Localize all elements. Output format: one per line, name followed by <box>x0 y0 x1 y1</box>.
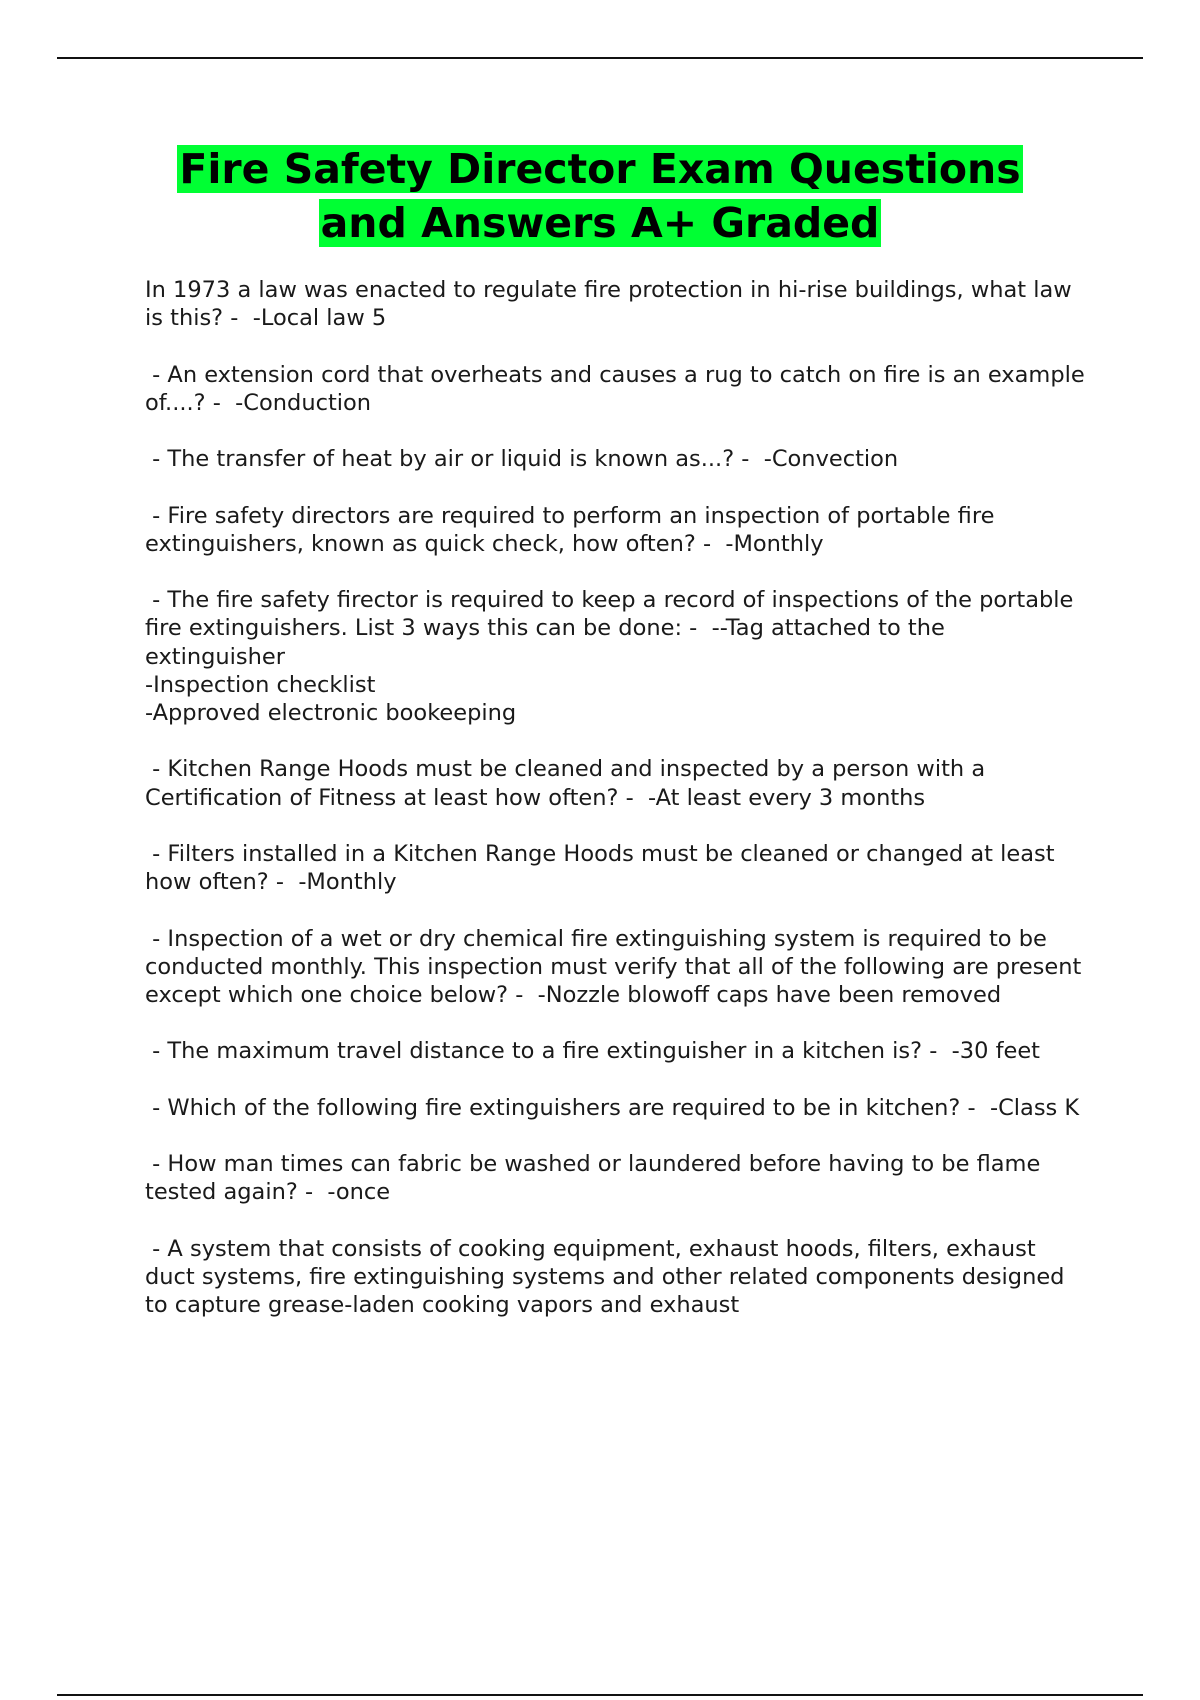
bottom-rule <box>57 1694 1143 1696</box>
qa-item: - An extension cord that overheats and causes a rug to catch on fire is an example of....? - -Conduction <box>145 361 1092 416</box>
qa-item: - Kitchen Range Hoods must be cleaned and inspected by a person with a Certification of Fitness at least how often? - -At least every 3 months <box>145 756 993 811</box>
qa-item: - Inspection of a wet or dry chemical fire extinguishing system is required to be conducted monthly. This inspection must verify that all of the following are present except which one choice below? - -Nozzle blowoff caps have been removed <box>145 925 1089 1008</box>
title-line-2: and Answers A+ Graded <box>320 199 880 247</box>
qa-item: - The transfer of heat by air or liquid is known as...? - -Convection <box>145 446 899 473</box>
qa-item: - The fire safety firector is required to keep a record of inspections of the portable fire extinguishers. List 3 ways this can be done: - --Tag attached to the extinguisher -Inspection checklist -Approved electronic bookeeping <box>145 587 1074 726</box>
qa-item: In 1973 a law was enacted to regulate fire protection in hi-rise buildings, what law is this? - -Local law 5 <box>145 277 1079 332</box>
qa-item: - A system that consists of cooking equipment, exhaust hoods, filters, exhaust duct systems, fire extinguishing systems and other related components designed to capture grease-laden cooking vapors and exhaust <box>145 1235 1072 1319</box>
qa-item: - Filters installed in a Kitchen Range Hoods must be cleaned or changed at least how often? - -Monthly <box>145 840 1062 896</box>
qa-item: - Which of the following fire extinguishers are required to be in kitchen? - -Class K <box>145 1094 1080 1121</box>
qa-item: - The maximum travel distance to a fire extinguisher in a kitchen is? - -30 feet <box>145 1038 1040 1065</box>
qa-item: - Fire safety directors are required to perform an inspection of portable fire extinguishers, known as quick check, how often? - -Monthly <box>145 502 1002 557</box>
qa-item: - How man times can fabric be washed or laundered before having to be flame tested again? - -once <box>145 1151 1048 1206</box>
top-rule <box>57 57 1143 59</box>
document-title <box>80 142 1120 250</box>
title-line-1: Fire Safety Director Exam Questions <box>179 145 1021 193</box>
qa-list <box>145 276 1092 1348</box>
